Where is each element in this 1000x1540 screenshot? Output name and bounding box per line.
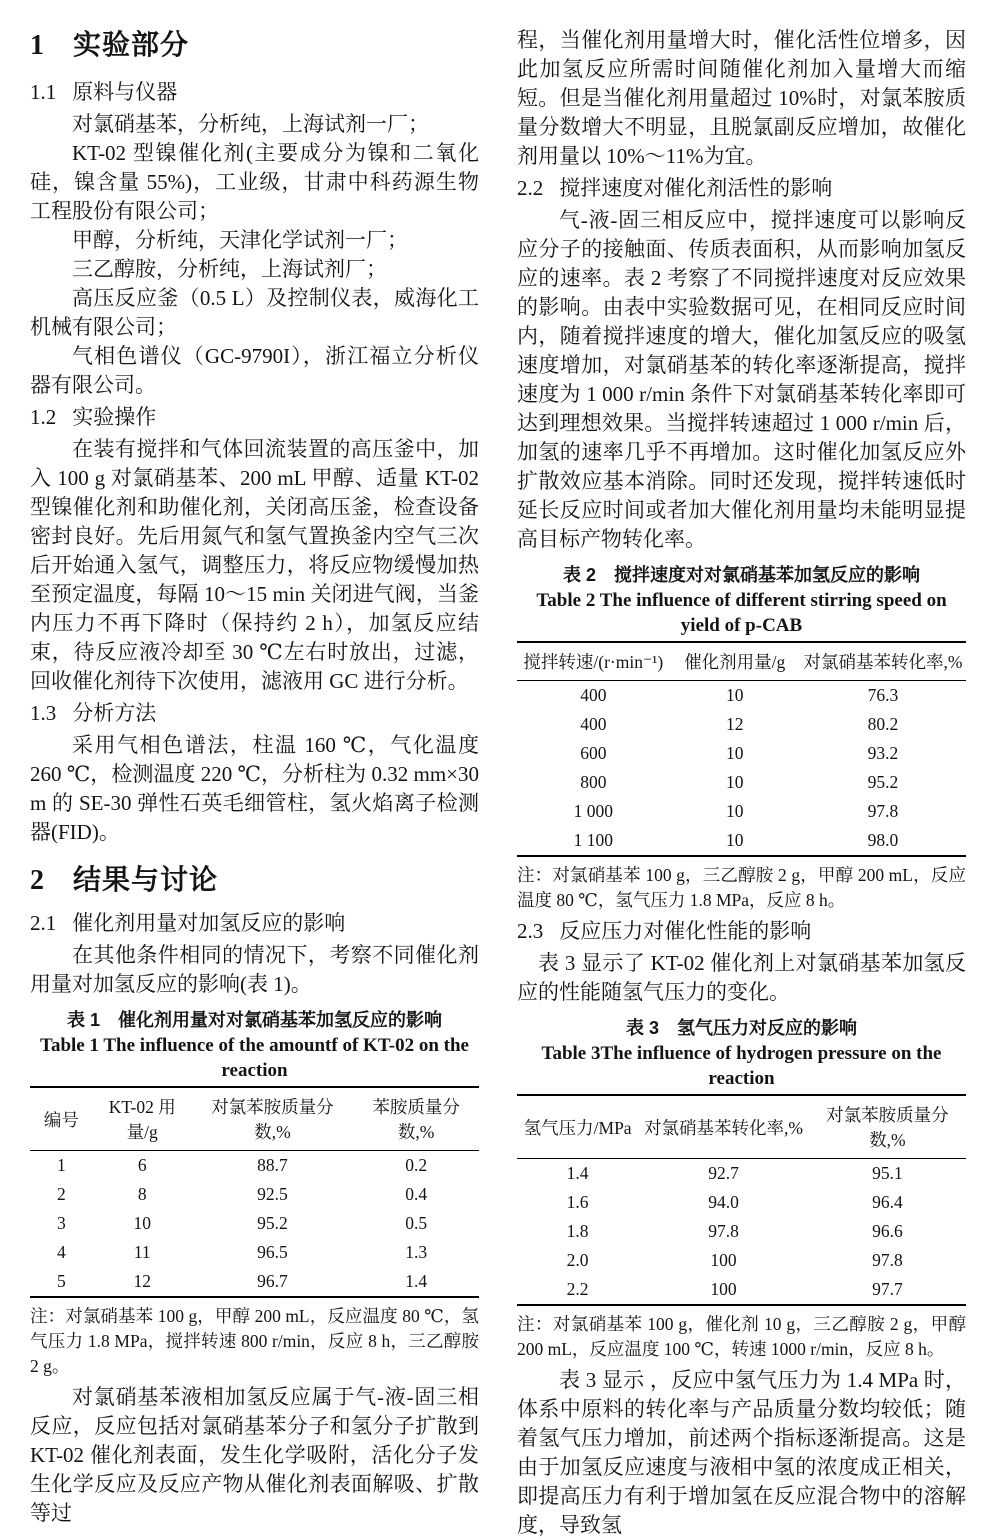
subsection-1-1-heading bbox=[30, 78, 479, 107]
table-cell: 1.4 bbox=[566, 1163, 589, 1183]
subsection-1-2-number: 1.2 bbox=[30, 405, 57, 429]
column-header: 对氯硝基苯转化率,% bbox=[803, 652, 963, 672]
table-3-caption-zh: 表 3 氢气压力对反应的影响 bbox=[625, 1018, 857, 1038]
table-2-note: 注：对氯硝基苯 100 g，三乙醇胺 2 g，甲醇 200 mL，反应温度 80 ℃，氢气压力 1.8 MPa，反应 8 h。 bbox=[517, 865, 966, 910]
table-3-note: 注：对氯硝基苯 100 g，催化剂 10 g，三乙醇胺 2 g，甲醇 200 mL，反应温度 100 ℃，转速 1000 r/min，反应 8 h。 bbox=[517, 1314, 966, 1359]
column-header: 苯胺质量分数,% bbox=[372, 1097, 460, 1142]
section-2-heading bbox=[30, 863, 479, 899]
table-row bbox=[517, 1217, 966, 1246]
table-cell: 96.6 bbox=[872, 1221, 903, 1241]
table-row bbox=[30, 1209, 479, 1238]
paragraph-mechanism-continuation: 程，当催化剂用量增大时，催化活性位增多，因此加氢反应所需时间随催化剂加入量增大而缩短。但是当催化剂用量超过 10%时，对氯苯胺质量分数增大不明显，且脱氯副反应增加，故催化剂用量以 10%～11%为宜。 bbox=[517, 28, 966, 168]
subsection-1-1-title: 原料与仪器 bbox=[72, 80, 178, 104]
table-cell: 10 bbox=[726, 772, 744, 792]
table-cell: 3 bbox=[57, 1213, 66, 1233]
table-cell: 10 bbox=[726, 830, 744, 850]
table-header-row bbox=[517, 1095, 966, 1159]
paragraph-mechanism: 对氯硝基苯液相加氢反应属于气-液-固三相反应，反应包括对氯硝基苯分子和氢分子扩散到 KT-02 催化剂表面，发生化学吸附，活化分子发生化学反应及反应产物从催化剂表面解吸、扩散等过 bbox=[30, 1385, 479, 1525]
table-3 bbox=[517, 1094, 966, 1306]
table-cell: 10 bbox=[726, 743, 744, 763]
section-1-heading bbox=[30, 28, 479, 64]
table-row bbox=[30, 1267, 479, 1297]
paragraph-analysis-method: 采用气相色谱法，柱温 160 ℃，气化温度 260 ℃，检测温度 220 ℃，分析柱为 0.32 mm×30 m 的 SE-30 弹性石英毛细管柱，氢火焰离子检测器(FID)。 bbox=[30, 733, 479, 844]
table-1-caption-en: Table 1 The influence of the amountf of KT-02 on the reaction bbox=[40, 1035, 469, 1081]
column-header: 氢气压力/MPa bbox=[523, 1117, 632, 1138]
paragraph-procedure: 在装有搅拌和气体回流装置的高压釜中，加入 100 g 对氯硝基苯、200 mL 甲醇、适量 KT-02 型镍催化剂和助催化剂，关闭高压釜，检查设备密封良好。先后用氮气和氢气置换釜内空气三次后开始通入氢气，调整压力，将反应物缓慢加热至预定温度，每隔 10～15 min 关闭进气阀，当釜内压力不再下降时（保持约 2 h），加氢反应结束，待反应液冷却至 30 ℃左右时放出，过滤，回收催化剂待下次使用，滤液用 GC 进行分析。 bbox=[30, 437, 479, 693]
table-cell: 0.5 bbox=[405, 1213, 428, 1233]
table-cell: 800 bbox=[580, 772, 607, 792]
section-1-number: 1 bbox=[30, 30, 45, 61]
paragraph-table1-intro: 在其他条件相同的情况下，考察不同催化剂用量对加氢反应的影响(表 1)。 bbox=[30, 943, 479, 996]
column-header: 搅拌转速/(r·min⁻¹) bbox=[523, 652, 664, 672]
table-cell: 95.2 bbox=[867, 772, 899, 792]
table-row bbox=[517, 1159, 966, 1189]
table-row bbox=[517, 797, 966, 826]
paragraph-material-pcnb: 对氯硝基苯，分析纯，上海试剂一厂； bbox=[72, 112, 429, 136]
table-cell: 5 bbox=[57, 1271, 66, 1291]
subsection-1-2-title: 实验操作 bbox=[72, 405, 157, 429]
table-cell: 10 bbox=[726, 801, 744, 821]
column-header: 对氯硝基苯转化率,% bbox=[644, 1117, 803, 1138]
table-cell: 11 bbox=[133, 1242, 151, 1262]
table-3-caption bbox=[517, 1016, 966, 1091]
paragraph-material-catalyst: KT-02 型镍催化剂(主要成分为镍和二氧化硅，镍含量 55%)，工业级，甘肃中科药源生物工程股份有限公司； bbox=[30, 141, 479, 223]
table-cell: 92.5 bbox=[257, 1184, 288, 1204]
table-row bbox=[517, 710, 966, 739]
section-2-number: 2 bbox=[30, 865, 45, 896]
table-cell: 2 bbox=[57, 1184, 66, 1204]
table-cell: 98.0 bbox=[867, 830, 899, 850]
table-cell: 12 bbox=[133, 1271, 151, 1291]
subsection-1-3-heading bbox=[30, 699, 479, 728]
table-2-caption-zh: 表 2 搅拌速度对对氯硝基苯加氢反应的影响 bbox=[562, 565, 920, 585]
table-cell: 1 000 bbox=[573, 801, 614, 821]
table-2-caption-en: Table 2 The influence of different stirring speed on yield of p-CAB bbox=[536, 590, 947, 636]
table-cell: 400 bbox=[580, 714, 607, 734]
table-cell: 12 bbox=[726, 714, 744, 734]
table-cell: 100 bbox=[710, 1250, 737, 1270]
table-row bbox=[517, 826, 966, 856]
table-cell: 6 bbox=[137, 1155, 147, 1175]
subsection-1-3-number: 1.3 bbox=[30, 701, 57, 725]
left-column bbox=[30, 26, 479, 1525]
subsection-2-1-heading bbox=[30, 909, 479, 938]
paragraph-stirring-discussion: 气-液-固三相反应中，搅拌速度可以影响反应分子的接触面、传质表面积，从而影响加氢反应的速率。表 2 考察了不同搅拌速度对反应效果的影响。由表中实验数据可见，在相同反应时间内，随着搅拌速度的增大，催化加氢反应的吸氢速度增加，对氯硝基苯的转化率逐渐提高，搅拌速度为 1 000 r/min 条件下对氯硝基苯转化率即可达到理想效果。当搅拌转速超过 1 000 r/min 后，加氢的速率几乎不再增加。这时催化加氢反应外扩散效应基本消除。同时还发现，搅拌转速低时延长反应时间或者加大催化剂用量均未能明显提高目标产物转化率。 bbox=[517, 208, 966, 551]
subsection-1-3-title: 分析方法 bbox=[72, 701, 157, 725]
table-cell: 0.2 bbox=[405, 1155, 428, 1175]
table-1-note: 注：对氯硝基苯 100 g，甲醇 200 mL，反应温度 80 ℃，氢气压力 1.8 MPa，搅拌转速 800 r/min，反应 8 h，三乙醇胺 2 g。 bbox=[30, 1306, 479, 1376]
subsection-1-2-heading bbox=[30, 403, 479, 432]
right-column bbox=[517, 26, 966, 1537]
table-cell: 97.7 bbox=[872, 1279, 903, 1299]
table-row bbox=[517, 1275, 966, 1305]
paragraph-table3-intro: 表 3 显示了 KT-02 催化剂上对氯硝基苯加氢反应的性能随氢气压力的变化。 bbox=[517, 951, 966, 1004]
table-cell: 4 bbox=[57, 1242, 66, 1262]
table-cell: 95.1 bbox=[872, 1163, 903, 1183]
column-header: 催化剂用量/g bbox=[684, 652, 786, 672]
table-2 bbox=[517, 641, 966, 857]
table-cell: 92.7 bbox=[708, 1163, 739, 1183]
table-header-row bbox=[517, 642, 966, 681]
table-row bbox=[30, 1180, 479, 1209]
table-cell: 96.4 bbox=[872, 1192, 903, 1212]
subsection-2-2-number: 2.2 bbox=[517, 176, 544, 200]
table-1-caption-zh: 表 1 催化剂用量对对氯硝基苯加氢反应的影响 bbox=[66, 1010, 442, 1030]
table-cell: 2.2 bbox=[566, 1279, 589, 1299]
table-cell: 97.8 bbox=[867, 801, 899, 821]
table-cell: 400 bbox=[580, 685, 607, 705]
table-row bbox=[30, 1151, 479, 1181]
table-header-row bbox=[30, 1087, 479, 1151]
table-row bbox=[517, 681, 966, 711]
table-row bbox=[517, 768, 966, 797]
table-cell: 1.3 bbox=[405, 1242, 428, 1262]
table-cell: 97.8 bbox=[872, 1250, 903, 1270]
table-cell: 93.2 bbox=[867, 743, 899, 763]
table-cell: 600 bbox=[580, 743, 607, 763]
table-cell: 1.4 bbox=[405, 1271, 428, 1291]
table-cell: 8 bbox=[137, 1184, 147, 1204]
table-cell: 97.8 bbox=[708, 1221, 739, 1241]
section-1-title: 实验部分 bbox=[73, 30, 190, 61]
table-cell: 95.2 bbox=[257, 1213, 288, 1233]
table-cell: 10 bbox=[726, 685, 744, 705]
paragraph-material-methanol: 甲醇，分析纯，天津化学试剂一厂； bbox=[72, 228, 408, 252]
table-cell: 1 100 bbox=[573, 830, 614, 850]
table-row bbox=[517, 739, 966, 768]
paragraph-material-autoclave: 高压反应釜（0.5 L）及控制仪表，威海化工机械有限公司； bbox=[30, 286, 479, 339]
paragraph-material-gc: 气相色谱仪（GC-9790I），浙江福立分析仪器有限公司。 bbox=[30, 344, 479, 397]
subsection-2-2-heading bbox=[517, 174, 966, 203]
table-cell: 1 bbox=[57, 1155, 66, 1175]
table-cell: 96.5 bbox=[257, 1242, 288, 1262]
table-3-caption-en: Table 3The influence of hydrogen pressure on the reaction bbox=[541, 1043, 942, 1089]
table-cell: 94.0 bbox=[708, 1192, 739, 1212]
paragraph-material-triethanolamine: 三乙醇胺，分析纯，上海试剂厂； bbox=[72, 257, 387, 281]
table-cell: 96.7 bbox=[257, 1271, 288, 1291]
table-1-caption bbox=[30, 1008, 479, 1083]
table-1 bbox=[30, 1086, 479, 1298]
subsection-2-3-number: 2.3 bbox=[517, 919, 544, 943]
paragraph-pressure-discussion: 表 3 显示 ，反应中氢气压力为 1.4 MPa 时，体系中原料的转化率与产品质量分数均较低；随着氢气压力增加，前述两个指标逐渐提高。这是由于加氢反应速度与液相中氢的浓度成正相关，即提高压力有利于增加氢在反应混合物中的溶解度，导致氢 bbox=[517, 1368, 966, 1537]
subsection-2-3-heading bbox=[517, 917, 966, 946]
table-row bbox=[517, 1246, 966, 1275]
table-cell: 2.0 bbox=[566, 1250, 589, 1270]
table-cell: 0.4 bbox=[405, 1184, 428, 1204]
table-cell: 76.3 bbox=[867, 685, 899, 705]
subsection-2-1-number: 2.1 bbox=[30, 911, 57, 935]
subsection-2-1-title: 催化剂用量对加氢反应的影响 bbox=[72, 911, 346, 935]
table-cell: 88.7 bbox=[257, 1155, 288, 1175]
subsection-1-1-number: 1.1 bbox=[30, 80, 57, 104]
column-header: 对氯苯胺质量分数,% bbox=[826, 1105, 949, 1150]
section-2-title: 结果与讨论 bbox=[73, 865, 219, 896]
table-row bbox=[517, 1188, 966, 1217]
column-header: KT-02 用量/g bbox=[108, 1097, 176, 1142]
table-cell: 100 bbox=[710, 1279, 737, 1299]
subsection-2-2-title: 搅拌速度对催化剂活性的影响 bbox=[559, 176, 833, 200]
subsection-2-3-title: 反应压力对催化性能的影响 bbox=[559, 919, 812, 943]
table-cell: 1.6 bbox=[566, 1192, 589, 1212]
table-row bbox=[30, 1238, 479, 1267]
table-cell: 80.2 bbox=[867, 714, 899, 734]
table-cell: 1.8 bbox=[566, 1221, 589, 1241]
column-header: 对氯苯胺质量分数,% bbox=[211, 1097, 334, 1142]
column-header: 编号 bbox=[43, 1109, 79, 1130]
table-cell: 10 bbox=[133, 1213, 151, 1233]
table-2-caption bbox=[517, 563, 966, 638]
